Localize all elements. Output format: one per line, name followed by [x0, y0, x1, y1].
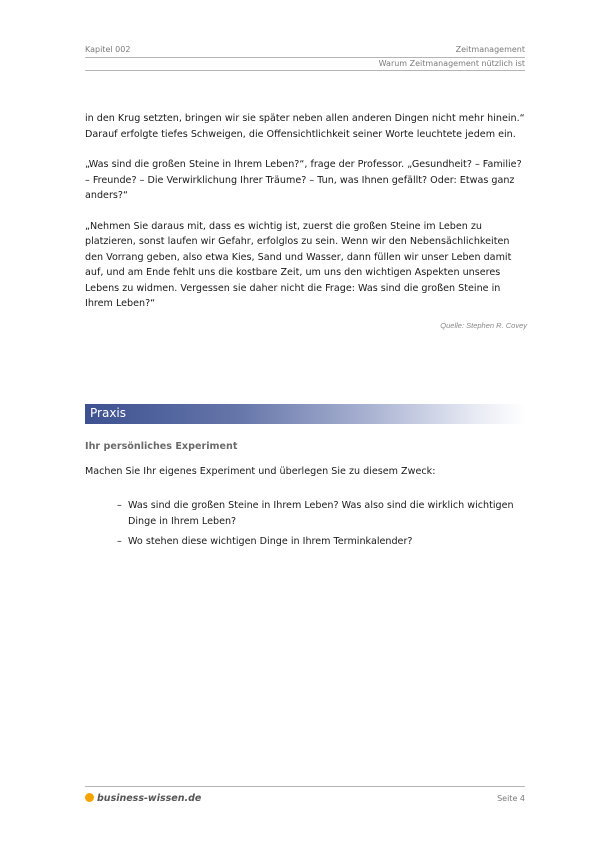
paragraph: „Was sind die großen Steine in Ihrem Leben?“, frage der Professor. „Gesundheit? – Familie? – Freunde? – Die Verwirklichung Ihrer Träume? – Tun, was Ihnen gefällt? Oder: Etwas ganz anders?“: [85, 159, 522, 201]
bullet-list: [117, 498, 525, 555]
source-citation: Quelle: Stephen R. Covey: [440, 320, 527, 330]
dash-icon: –: [117, 500, 122, 511]
page-footer: [85, 786, 525, 809]
section-title: Praxis: [90, 406, 126, 420]
brand-logo[interactable]: [85, 793, 201, 804]
header-row: [85, 44, 525, 58]
list-item: [117, 534, 525, 550]
intro-text: Machen Sie Ihr eigenes Experiment und überlegen Sie zu diesem Zweck:: [85, 466, 436, 477]
chapter-label: Kapitel 002: [85, 45, 131, 54]
main-content: [85, 111, 527, 333]
header-subrow: [85, 58, 525, 71]
section-subheading: Ihr persönliches Experiment: [85, 441, 238, 452]
document-title: Zeitmanagement: [455, 45, 525, 54]
list-item-text: Was sind die großen Steine in Ihrem Leben? Was also sind die wirklich wichtigen Dinge in Ihrem Leben?: [128, 500, 514, 527]
section-heading-bar: [85, 404, 525, 424]
page-number: Seite 4: [497, 794, 525, 803]
logo-dot-icon: [85, 793, 94, 802]
paragraph: in den Krug setzten, bringen wir sie später neben allen anderen Dingen nicht mehr hinein.“ Darauf erfolgte tiefes Schweigen, die Offensichtlichkeit seiner Worte leuchtete jedem ein.: [85, 113, 525, 140]
page-header: [85, 44, 525, 71]
paragraph: „Nehmen Sie daraus mit, dass es wichtig ist, zuerst die großen Steine im Leben zu platzieren, sonst laufen wir Gefahr, erfolglos zu sein. Wenn wir den Nebensächlichkeiten den Vorrang geben, also etwa Kies, Sand und Wasser, dann füllen wir unser Leben damit auf, und am Ende fehlt uns die kostbare Zeit, um uns den wichtigen Aspekten unseres Lebens zu widmen. Vergessen sie daher nicht die Frage: Was sind die großen Steine in Ihrem Leben?“: [85, 220, 512, 309]
document-subtitle: Warum Zeitmanagement nützlich ist: [378, 59, 525, 68]
list-item-text: Wo stehen diese wichtigen Dinge in Ihrem Terminkalender?: [128, 536, 413, 547]
logo-text: business-wissen.de: [97, 793, 202, 804]
list-item: [117, 498, 525, 529]
dash-icon: –: [117, 536, 122, 547]
